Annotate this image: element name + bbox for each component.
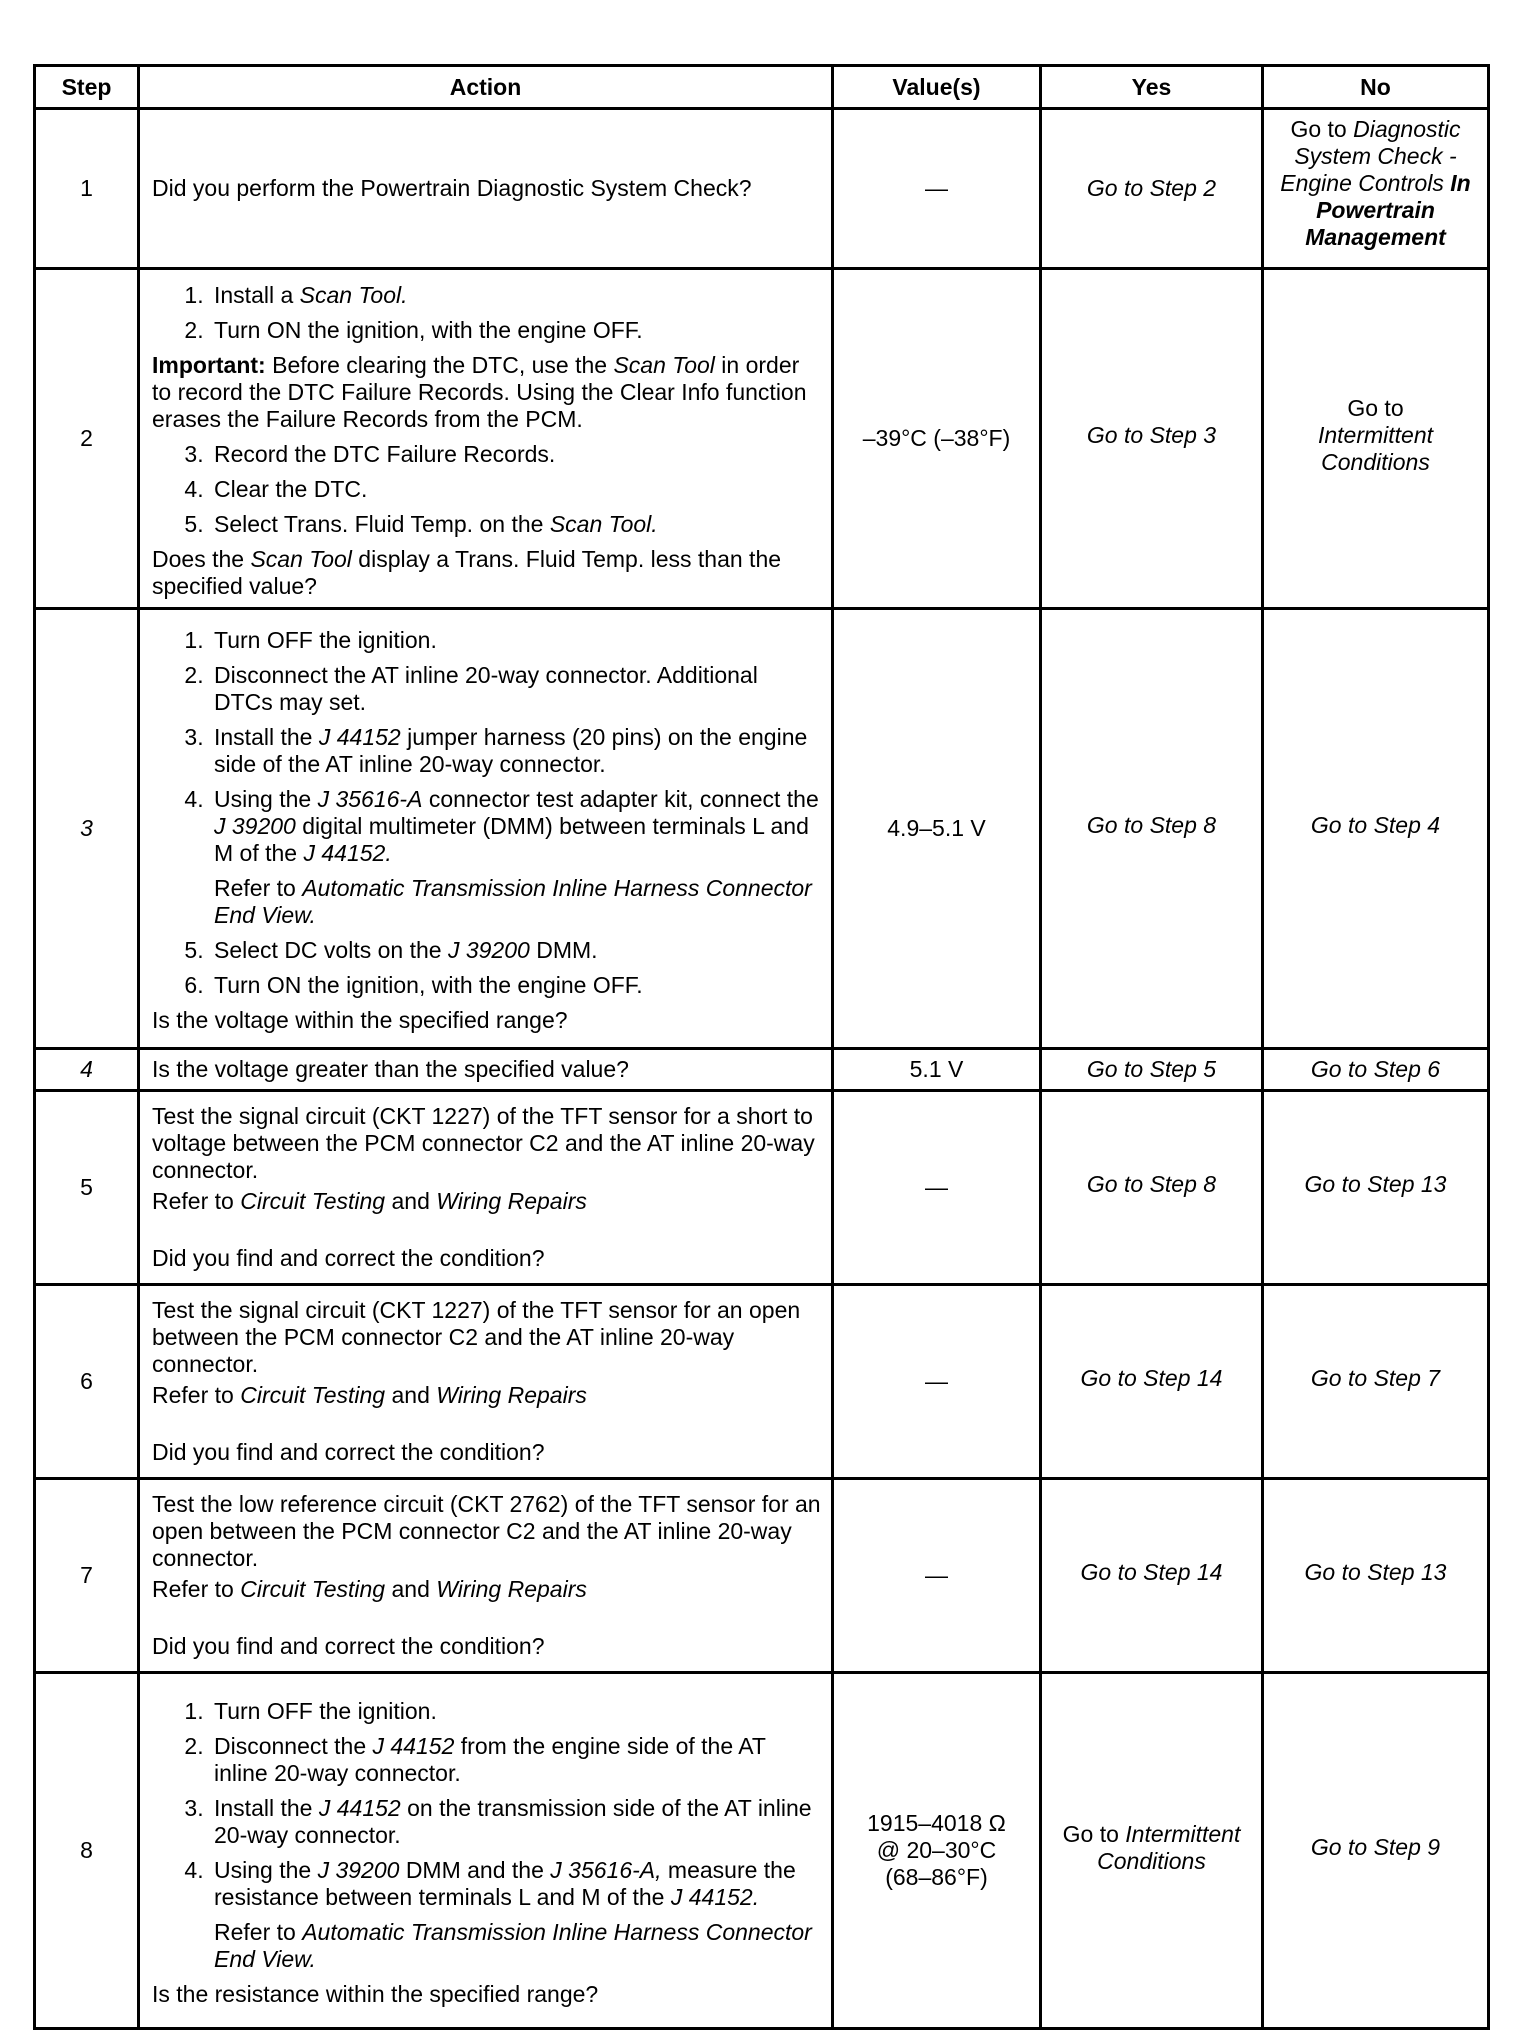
question-text: Did you find and correct the condition? [152,1245,545,1271]
action-text: Test the low reference circuit (CKT 2762) of the TFT sensor for an open between the PCM connector C2 and the AT inline 20-way connector. [152,1491,821,1571]
table-row [35,269,1489,609]
yes-cell: Go to Step 14 [1041,1285,1263,1479]
no-cell: Go to Step 6 [1263,1049,1489,1091]
action-cell [139,1673,833,2029]
table-row [35,1285,1489,1479]
step-number: 6 [35,1285,139,1479]
action-cell [139,1285,833,1479]
list-item: 3. Record the DTC Failure Records. [210,441,821,468]
yes-cell: Go to Step 14 [1041,1479,1263,1673]
no-cell: Go to Step 4 [1263,609,1489,1049]
value-line: (68–86°F) [885,1864,988,1890]
list-item: 2. Disconnect the AT inline 20-way connector. Additional DTCs may set. [210,662,821,716]
question-text: Does the Scan Tool display a Trans. Fluid Temp. less than the specified value? [152,545,782,599]
action-cell [139,1479,833,1673]
header-step: Step [35,66,139,109]
yes-link: Intermittent Conditions [1097,1820,1241,1874]
header-values: Value(s) [833,66,1041,109]
action-text: Did you perform the Powertrain Diagnostic System Check? [152,175,752,201]
list-item: 5. Select DC volts on the J 39200 DMM. [210,937,821,964]
yes-cell: Go to Step 2 [1041,109,1263,269]
table-row [35,1049,1489,1091]
value-line: @ 20–30°C [876,1837,997,1863]
list-item: 1. Install a Scan Tool. [210,282,821,309]
action-cell [139,269,833,609]
step-number: 5 [35,1091,139,1285]
list-item: 4. Using the J 35616-A connector test adapter kit, connect the J 39200 digital multimeter (DMM) between terminals L and M of the J 44152. [210,786,821,867]
table-row [35,1479,1489,1673]
important-note: Important: Before clearing the DTC, use the Scan Tool in order to record the DTC Failure Records. Using the Clear Info function erases the Failure Records from the PCM. [152,351,807,432]
header-no: No [1263,66,1489,109]
no-bold: In Powertrain Management [1305,170,1471,250]
action-text: Test the signal circuit (CKT 1227) of the TFT sensor for an open between the PCM connector C2 and the AT inline 20-way connector. [152,1297,801,1377]
yes-cell: Go to Step 8 [1041,609,1263,1049]
no-prefix: Go to [1290,116,1347,142]
refer-note: Refer to Automatic Transmission Inline Harness Connector End View. [214,1918,812,1972]
value-line: 1915–4018 Ω [867,1810,1006,1836]
list-item: 2. Disconnect the J 44152 from the engine side of the AT inline 20-way connector. [210,1733,821,1787]
question-text: Is the voltage within the specified range? [152,1007,568,1033]
value-cell: 4.9–5.1 V [833,609,1041,1049]
refer-note: Refer to Automatic Transmission Inline Harness Connector End View. [214,875,812,928]
value-cell: — [833,1479,1041,1673]
value-cell [833,1673,1041,2029]
table-row [35,1673,1489,2029]
table-row [35,109,1489,269]
yes-cell: Go to Step 8 [1041,1091,1263,1285]
list-item: 4. Using the J 39200 DMM and the J 35616-A, measure the resistance between terminals L and M of the J 44152. [210,1857,821,1911]
step-number: 8 [35,1673,139,2029]
diagnostic-table [33,64,1490,2030]
no-cell: Go to Step 13 [1263,1479,1489,1673]
no-cell: Go to Step 7 [1263,1285,1489,1479]
step-number: 1 [35,109,139,269]
list-item: 3. Install the J 44152 jumper harness (20 pins) on the engine side of the AT inline 20-way connector. [210,724,821,778]
yes-prefix: Go to [1062,1820,1119,1847]
action-text: Test the signal circuit (CKT 1227) of the TFT sensor for a short to voltage between the PCM connector C2 and the AT inline 20-way connector. [152,1103,815,1183]
list-item: 2. Turn ON the ignition, with the engine OFF. [210,317,821,344]
value-cell: — [833,1285,1041,1479]
no-cell [1263,109,1489,269]
no-cell: Go to Step 9 [1263,1673,1489,2029]
table-row [35,609,1489,1049]
no-link: Diagnostic System Check - Engine Controls [1280,116,1461,196]
value-cell: –39°C (–38°F) [833,269,1041,609]
list-item: 4. Clear the DTC. [210,476,821,503]
step-number: 3 [35,609,139,1049]
question-text: Did you find and correct the condition? [152,1633,545,1659]
value-cell: — [833,1091,1041,1285]
value-cell: — [833,109,1041,269]
action-cell [139,1049,833,1091]
step-number: 2 [35,269,139,609]
step-number: 7 [35,1479,139,1673]
list-item: 3. Install the J 44152 on the transmission side of the AT inline 20-way connector. [210,1795,821,1849]
no-link: Intermittent Conditions [1317,422,1434,475]
list-item: 6. Turn ON the ignition, with the engine OFF. [210,972,821,999]
action-text: Is the voltage greater than the specified value? [152,1056,629,1082]
list-item: 1. Turn OFF the ignition. [210,1698,821,1725]
refer-note: Refer to Circuit Testing and Wiring Repairs [152,1576,587,1602]
no-cell [1263,269,1489,609]
no-prefix: Go to [1347,395,1404,421]
action-cell [139,109,833,269]
list-item: 5. Select Trans. Fluid Temp. on the Scan Tool. [210,511,821,538]
question-text: Did you find and correct the condition? [152,1439,545,1465]
question-text: Is the resistance within the specified range? [152,1980,599,2007]
yes-cell: Go to Step 5 [1041,1049,1263,1091]
list-item: 1. Turn OFF the ignition. [210,627,821,654]
action-cell [139,609,833,1049]
action-cell [139,1091,833,1285]
header-action: Action [139,66,833,109]
table-row [35,1091,1489,1285]
refer-note: Refer to Circuit Testing and Wiring Repairs [152,1188,587,1214]
step-number: 4 [35,1049,139,1091]
header-row [35,66,1489,109]
no-cell: Go to Step 13 [1263,1091,1489,1285]
yes-cell: Go to Step 3 [1041,269,1263,609]
header-yes: Yes [1041,66,1263,109]
value-cell: 5.1 V [833,1049,1041,1091]
refer-note: Refer to Circuit Testing and Wiring Repairs [152,1382,587,1408]
yes-cell [1041,1673,1263,2029]
